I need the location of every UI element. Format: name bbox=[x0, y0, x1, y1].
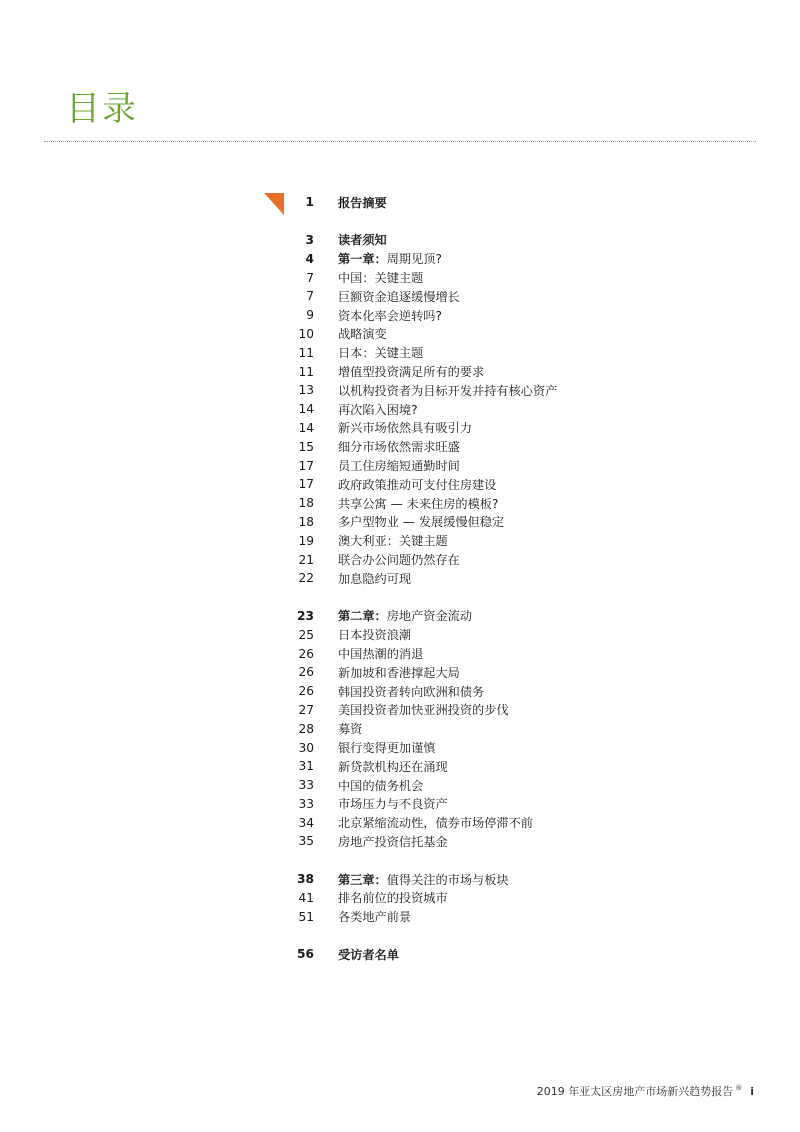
toc-entry-text: 新兴市场依然具有吸引力 bbox=[338, 421, 473, 436]
page-title: 目录 bbox=[66, 89, 138, 129]
toc-entry[interactable] bbox=[280, 437, 700, 456]
toc-entry-text: 周期见顶? bbox=[386, 252, 442, 267]
toc-entry-title bbox=[338, 269, 423, 286]
toc-entry-text: 美国投资者加快亚洲投资的步伐 bbox=[338, 703, 509, 718]
toc-entry-title bbox=[338, 288, 460, 305]
toc-entry-title bbox=[338, 495, 498, 512]
toc-page-number: 26 bbox=[298, 646, 314, 661]
toc-page-number: 15 bbox=[298, 439, 314, 454]
toc-entry-title bbox=[338, 739, 436, 756]
toc-entry-title bbox=[338, 438, 460, 455]
toc-page-number: 33 bbox=[298, 796, 314, 811]
toc-entry-title bbox=[338, 833, 448, 850]
toc-page-number: 27 bbox=[298, 702, 314, 717]
toc-entry-text: 联合办公问题仍然存在 bbox=[338, 553, 460, 568]
toc-entry-title bbox=[338, 664, 460, 681]
toc-page-number: 25 bbox=[298, 627, 314, 642]
toc-chapter-label: 受访者名单 bbox=[338, 947, 399, 962]
toc-entry-title bbox=[338, 363, 484, 380]
toc-entry-text: 多户型物业 — 发展缓慢但稳定 bbox=[338, 515, 505, 530]
toc-page-number: 14 bbox=[298, 420, 314, 435]
toc-page-number: 3 bbox=[305, 232, 314, 247]
toc-entry-title bbox=[338, 814, 533, 831]
toc-entry-title bbox=[338, 457, 460, 474]
toc-entry[interactable] bbox=[280, 400, 700, 419]
toc-entry-title bbox=[338, 513, 504, 530]
toc-chapter-label: 第三章： bbox=[338, 872, 387, 887]
toc-entry-text: 澳大利亚：关键主题 bbox=[338, 534, 448, 549]
toc-page-number: 22 bbox=[298, 571, 314, 586]
toc-page-number: 18 bbox=[298, 496, 314, 511]
toc-entry[interactable] bbox=[280, 325, 700, 344]
toc-entry-title bbox=[338, 231, 387, 248]
toc-entry-text: 市场压力与不良资产 bbox=[338, 797, 448, 812]
toc-entry[interactable] bbox=[280, 907, 700, 926]
toc-entry-title bbox=[338, 551, 460, 568]
toc-page-number: 11 bbox=[298, 345, 314, 360]
toc-entry[interactable] bbox=[280, 682, 700, 701]
toc-entry-text: 各类地产前景 bbox=[338, 910, 412, 925]
toc-entry-title bbox=[338, 701, 509, 718]
toc-entry-title bbox=[338, 476, 496, 493]
toc-entry[interactable] bbox=[280, 362, 700, 381]
toc-page-number: 38 bbox=[297, 872, 314, 887]
toc-page-number: 17 bbox=[298, 477, 314, 492]
table-of-contents bbox=[280, 193, 700, 964]
toc-entry-text: 新贷款机构还在涌现 bbox=[338, 759, 448, 774]
toc-page-number: 28 bbox=[298, 721, 314, 736]
toc-entry[interactable] bbox=[280, 644, 700, 663]
toc-entry-title bbox=[338, 382, 557, 399]
toc-entry-text: 日本：关键主题 bbox=[338, 346, 424, 361]
toc-page-number: 33 bbox=[298, 778, 314, 793]
toc-entry-text: 值得关注的市场与板块 bbox=[386, 872, 509, 887]
toc-page-number: 41 bbox=[298, 890, 314, 905]
toc-entry-title bbox=[338, 194, 387, 211]
toc-page-number: 34 bbox=[298, 815, 314, 830]
toc-entry[interactable] bbox=[280, 193, 700, 212]
page-footer bbox=[537, 1083, 754, 1099]
toc-page-number: 7 bbox=[306, 270, 314, 285]
toc-page-number: 18 bbox=[298, 514, 314, 529]
toc-entry-title bbox=[338, 946, 399, 963]
toc-entry-title bbox=[338, 795, 448, 812]
page-number: i bbox=[750, 1085, 754, 1098]
toc-page-number: 7 bbox=[306, 289, 314, 304]
toc-entry[interactable] bbox=[280, 513, 700, 532]
toc-page-number: 21 bbox=[298, 552, 314, 567]
toc-page-number: 19 bbox=[298, 533, 314, 548]
toc-entry-title bbox=[338, 645, 423, 662]
toc-entry-text: 中国的债务机会 bbox=[338, 778, 424, 793]
toc-entry-text: 以机构投资者为目标开发并持有核心资产 bbox=[338, 383, 558, 398]
toc-entry[interactable] bbox=[280, 231, 700, 250]
toc-entry[interactable] bbox=[280, 607, 700, 626]
dotted-divider bbox=[44, 141, 756, 142]
toc-entry[interactable] bbox=[280, 475, 700, 494]
toc-chapter-label: 第二章： bbox=[338, 609, 387, 624]
toc-chapter-label: 读者须知 bbox=[338, 233, 387, 248]
toc-page-number: 31 bbox=[298, 759, 314, 774]
toc-entry-title bbox=[338, 532, 448, 549]
toc-entry-title bbox=[338, 626, 411, 643]
toc-entry-text: 中国：关键主题 bbox=[338, 271, 424, 286]
toc-entry-text: 新加坡和香港撑起大局 bbox=[338, 665, 460, 680]
registered-mark: ® bbox=[735, 1084, 743, 1093]
toc-entry-title bbox=[338, 720, 362, 737]
toc-entry[interactable] bbox=[280, 813, 700, 832]
toc-entry[interactable] bbox=[280, 832, 700, 851]
toc-page-number: 26 bbox=[298, 665, 314, 680]
toc-entry[interactable] bbox=[280, 719, 700, 738]
toc-entry-title bbox=[338, 250, 442, 267]
toc-page-number: 4 bbox=[305, 251, 314, 266]
toc-entry[interactable] bbox=[280, 870, 700, 889]
toc-entry-text: 资本化率会逆转吗? bbox=[338, 308, 442, 323]
toc-entry[interactable] bbox=[280, 419, 700, 438]
toc-entry-text: 共享公寓 — 未来住房的模板? bbox=[338, 496, 499, 511]
toc-entry-text: 募资 bbox=[338, 722, 363, 737]
toc-page-number: 51 bbox=[298, 909, 314, 924]
toc-entry[interactable] bbox=[280, 381, 700, 400]
toc-entry-text: 韩国投资者转向欧洲和债务 bbox=[338, 684, 485, 699]
toc-entry[interactable] bbox=[280, 569, 700, 588]
toc-entry-title bbox=[338, 401, 418, 418]
toc-page-number: 10 bbox=[298, 326, 314, 341]
toc-entry-text: 政府政策推动可支付住房建设 bbox=[338, 477, 497, 492]
toc-page-number: 13 bbox=[298, 383, 314, 398]
toc-entry[interactable] bbox=[280, 306, 700, 325]
toc-entry-text: 巨额资金追逐缓慢增长 bbox=[338, 289, 460, 304]
toc-entry[interactable] bbox=[280, 531, 700, 550]
footer-report-title: 2019 年亚太区房地产市场新兴趋势报告 bbox=[536, 1085, 734, 1098]
toc-entry-title bbox=[338, 758, 448, 775]
toc-entry-text: 中国热潮的消退 bbox=[338, 647, 424, 662]
toc-entry[interactable] bbox=[280, 757, 700, 776]
toc-entry-title bbox=[338, 777, 423, 794]
toc-entry[interactable] bbox=[280, 494, 700, 513]
toc-entry[interactable] bbox=[280, 663, 700, 682]
toc-entry-title bbox=[338, 871, 509, 888]
toc-entry-text: 增值型投资满足所有的要求 bbox=[338, 365, 485, 380]
toc-entry[interactable] bbox=[280, 550, 700, 569]
toc-entry-title bbox=[338, 908, 411, 925]
toc-page-number: 9 bbox=[306, 308, 314, 323]
toc-entry-text: 房地产资金流动 bbox=[386, 609, 473, 624]
toc-page-number: 26 bbox=[298, 684, 314, 699]
toc-page-number: 1 bbox=[305, 195, 314, 210]
toc-entry-text: 银行变得更加谨慎 bbox=[338, 741, 436, 755]
toc-entry-text: 北京紧缩流动性，债券市场停滞不前 bbox=[338, 816, 533, 831]
toc-entry[interactable] bbox=[280, 287, 700, 306]
toc-page-number: 17 bbox=[298, 458, 314, 473]
toc-page-number: 35 bbox=[298, 834, 314, 849]
toc-page-number: 56 bbox=[297, 947, 314, 962]
toc-entry[interactable] bbox=[280, 701, 700, 720]
toc-entry-text: 排名前位的投资城市 bbox=[338, 891, 448, 906]
toc-entry-title bbox=[338, 607, 472, 624]
toc-page-number: 11 bbox=[298, 364, 314, 379]
toc-entry[interactable] bbox=[280, 776, 700, 795]
toc-entry[interactable] bbox=[280, 249, 700, 268]
toc-entry-text: 细分市场依然需求旺盛 bbox=[338, 440, 460, 455]
toc-chapter-label: 第一章： bbox=[338, 252, 387, 267]
toc-entry-text: 日本投资浪潮 bbox=[338, 628, 412, 643]
toc-entry-title bbox=[338, 889, 448, 906]
toc-entry[interactable] bbox=[280, 945, 700, 964]
toc-entry[interactable] bbox=[280, 888, 700, 907]
toc-entry[interactable] bbox=[280, 268, 700, 287]
toc-entry-text: 再次陷入困境? bbox=[338, 402, 418, 417]
toc-entry-title bbox=[338, 344, 423, 361]
toc-entry-title bbox=[338, 307, 442, 324]
toc-entry[interactable] bbox=[280, 795, 700, 814]
toc-entry-text: 加息隐约可现 bbox=[338, 571, 412, 586]
toc-entry-text: 房地产投资信托基金 bbox=[338, 834, 448, 849]
toc-entry[interactable] bbox=[280, 343, 700, 362]
toc-entry-title bbox=[338, 325, 387, 342]
toc-entry[interactable] bbox=[280, 456, 700, 475]
toc-entry[interactable] bbox=[280, 738, 700, 757]
toc-page-number: 14 bbox=[298, 402, 314, 417]
toc-entry-title bbox=[338, 683, 484, 700]
toc-entry-text: 员工住房缩短通勤时间 bbox=[338, 459, 460, 474]
toc-entry[interactable] bbox=[280, 625, 700, 644]
toc-page-number: 30 bbox=[298, 740, 314, 755]
toc-page-number: 23 bbox=[297, 608, 314, 623]
toc-entry-title bbox=[338, 419, 472, 436]
toc-chapter-label: 报告摘要 bbox=[338, 195, 387, 210]
toc-entry-title bbox=[338, 570, 411, 587]
toc-entry-text: 战略演变 bbox=[338, 327, 387, 342]
